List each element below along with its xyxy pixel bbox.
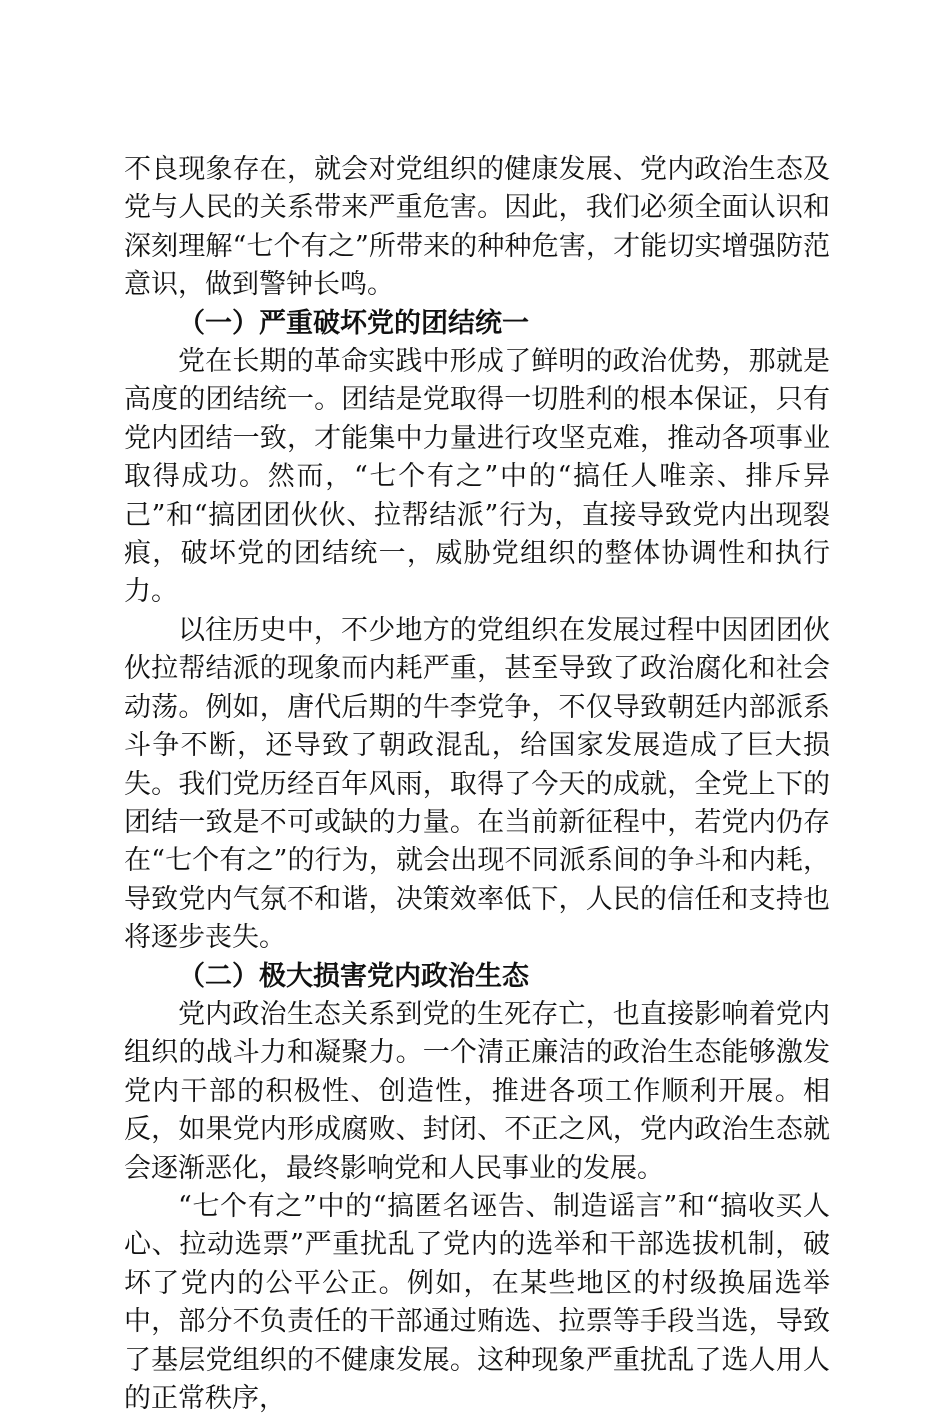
document-body xyxy=(124,151,830,1418)
paragraph-unity-advantage: 党在长期的革命实践中形成了鲜明的政治优势，那就是高度的团结统一。团结是党取得一切胜利的根本保证，只有党内团结一致，才能集中力量进行攻坚克难，推动各项事业取得成功。然而，“七个有之”中的“搞任人唯亲、排斥异己”和“搞团团伙伙、拉帮结派”行为，直接导致党内出现裂痕，破坏党的团结统一，威胁党组织的整体协调性和执行力。 xyxy=(124,346,830,608)
paragraph-history-factions: 以往历史中，不少地方的党组织在发展过程中因团团伙伙拉帮结派的现象而内耗严重，甚至导致了政治腐化和社会动荡。例如，唐代后期的牛李党争，不仅导致朝廷内部派系斗争不断，还导致了朝政混乱，给国家发展造成了巨大损失。我们党历经百年风雨，取得了今天的成就，全党上下的团结一致是不可或缺的力量。在当前新征程中，若党内仍存在“七个有之”的行为，就会出现不同派系间的争斗和内耗，导致党内气氛不和谐，决策效率低下，人民的信任和支持也将逐步丧失。 xyxy=(124,614,830,954)
paragraph-elections: “七个有之”中的“搞匿名诬告、制造谣言”和“搞收买人心、拉动选票”严重扰乱了党内的选举和干部选拔机制，破坏了党内的公平公正。例如，在某些地区的村级换届选举中，部分不负责任的干部通过贿选、拉票等手段当选，导致了基层党组织的不健康发展。这种现象严重扰乱了选人用人的正常秩序， xyxy=(124,1190,830,1414)
section-heading-unity: （一）严重破坏党的团结统一 xyxy=(178,307,529,339)
paragraph-political-ecology: 党内政治生态关系到党的生死存亡，也直接影响着党内组织的战斗力和凝聚力。一个清正廉洁的政治生态能够激发党内干部的积极性、创造性，推进各项工作顺利开展。相反，如果党内形成腐败、封闭、不正之风，党内政治生态就会逐渐恶化，最终影响党和人民事业的发展。 xyxy=(124,998,830,1184)
section-heading-political-ecology: （二）极大损害党内政治生态 xyxy=(178,960,529,992)
paragraph-intro-continuation: 不良现象存在，就会对党组织的健康发展、党内政治生态及党与人民的关系带来严重危害。因此，我们必须全面认识和深刻理解“七个有之”所带来的种种危害，才能切实增强防范意识，做到警钟长鸣。 xyxy=(124,154,830,301)
